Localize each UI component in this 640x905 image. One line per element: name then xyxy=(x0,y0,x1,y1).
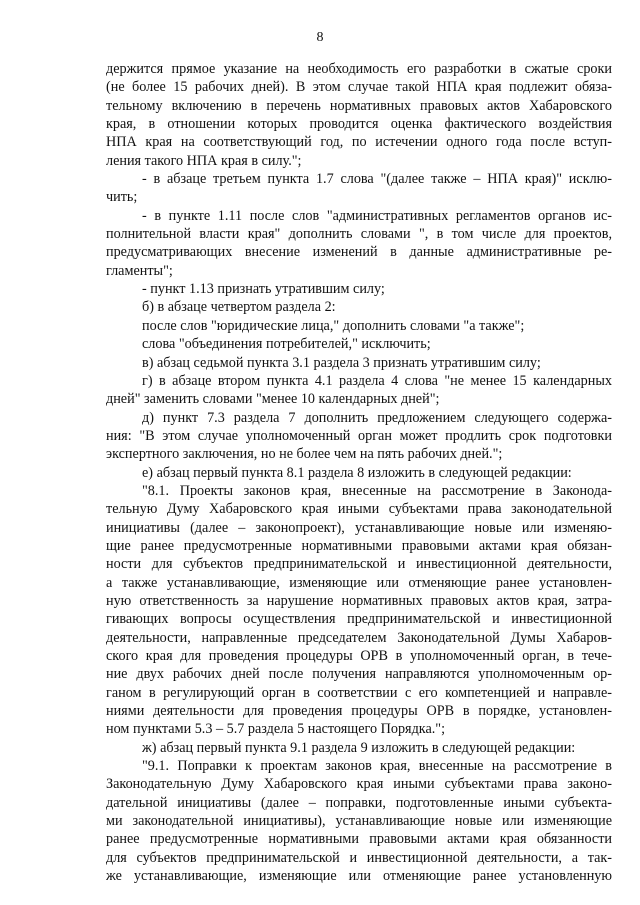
text-line: НПА края на соответствующий год, по истечении одного года после вступ- xyxy=(106,134,612,151)
text-line: полнительной власти края" дополнить словами ", в том числе для проектов, xyxy=(106,226,612,243)
text-line: ности для субъектов предпринимательской и инвестиционной деятельности, xyxy=(106,556,612,573)
text-line: ния: "В этом случае уполномоченный орган может продлить срок подготовки xyxy=(106,427,612,444)
text-line: края, в отношении которых проводится оценка фактического воздействия xyxy=(106,116,612,133)
text-line: тельному включению в перечень нормативных правовых актов Хабаровского xyxy=(106,97,612,114)
text-line: щие ранее предусмотренные нормативными правовыми актами края обязан- xyxy=(106,537,612,554)
text-line: - в пункте 1.11 после слов "административных регламентов органов ис- xyxy=(142,207,612,224)
text-line: гламенты"; xyxy=(106,262,173,279)
text-line: держится прямое указание на необходимость его разработки в сжатые сроки xyxy=(106,61,612,77)
text-line: дней" заменить словами "менее 10 календарных дней"; xyxy=(106,391,440,408)
text-line: ном пунктами 5.3 – 5.7 раздела 5 настоящего Порядка."; xyxy=(106,721,446,738)
text-line: г) в абзаце втором пункта 4.1 раздела 4 слова "не менее 15 календарных xyxy=(142,372,612,389)
text-line: экспертного заключения, но не более чем на пять рабочих дней."; xyxy=(106,446,503,463)
page-number: 8 xyxy=(316,30,324,45)
text-line: для субъектов предпринимательской и инвестиционной деятельности, а так- xyxy=(106,849,612,866)
text-line: ления такого НПА края в силу."; xyxy=(106,152,302,169)
text-line: в) абзац седьмой пункта 3.1 раздела 3 признать утратившим силу; xyxy=(142,354,541,371)
document-body xyxy=(106,60,612,885)
text-line: д) пункт 7.3 раздела 7 дополнить предложением следующего содержа- xyxy=(142,409,612,426)
text-line: ми законодательной инициативы), устанавливающие новые или изменяющие xyxy=(106,813,612,830)
text-line: ние двух рабочих дней после получения направляются уполномоченным ор- xyxy=(106,666,612,683)
text-line: "8.1. Проекты законов края, внесенные на рассмотрение в Законода- xyxy=(142,482,612,499)
text-line: б) в абзаце четвертом раздела 2: xyxy=(142,299,336,316)
text-line: слова "объединения потребителей," исключить; xyxy=(142,336,431,353)
text-line: инициативы (далее – законопроект), устанавливающие новые или изменяю- xyxy=(106,519,612,536)
text-line: деятельности, направленные председателем Законодательной Думы Хабаров- xyxy=(106,629,612,646)
text-line: - в абзаце третьем пункта 1.7 слова "(далее также – НПА края)" исклю- xyxy=(142,171,612,188)
text-line: - пункт 1.13 признать утратившим силу; xyxy=(142,281,385,298)
text-line: ниями деятельности для проведения процедуры ОРВ в порядке, установлен- xyxy=(106,703,612,720)
text-line: "9.1. Поправки к проектам законов края, внесенные на рассмотрение в xyxy=(142,758,612,775)
text-line: же устанавливающие, изменяющие или отменяющие ранее установленную xyxy=(106,868,612,885)
text-line: дательной инициативы (далее – поправки, подготовленные иными субъекта- xyxy=(106,794,612,811)
text-line: а также устанавливающие, изменяющие или отменяющие ранее установлен- xyxy=(106,574,612,591)
text-line: ную ответственность за нарушение нормативных правовых актов края, затра- xyxy=(106,592,612,609)
text-line: (не более 15 рабочих дней). В этом случае такой НПА края подлежит обяза- xyxy=(106,79,612,96)
text-line: предусматривающих внесение изменений в данные административные ре- xyxy=(106,244,612,261)
text-line: тельную Думу Хабаровского края иными субъектами права законодательной xyxy=(106,501,612,518)
text-line: ганом в регулирующий орган в соответствии с его компетенцией и направле- xyxy=(106,684,612,701)
text-line: ж) абзац первый пункта 9.1 раздела 9 изложить в следующей редакции: xyxy=(142,739,576,756)
text-line: гивающих вопросы осуществления предпринимательской и инвестиционной xyxy=(106,611,612,628)
text-line: после слов "юридические лица," дополнить словами "а также"; xyxy=(142,317,525,334)
text-line: ского края для проведения процедуры ОРВ в уполномоченный орган, в тече- xyxy=(106,648,612,664)
text-line: ранее предусмотренные нормативными правовыми актами края обязанности xyxy=(106,831,612,848)
text-line: Законодательную Думу Хабаровского края иными субъектами права законо- xyxy=(106,776,612,793)
text-line: чить; xyxy=(106,189,138,206)
text-line: е) абзац первый пункта 8.1 раздела 8 изложить в следующей редакции: xyxy=(142,464,572,481)
